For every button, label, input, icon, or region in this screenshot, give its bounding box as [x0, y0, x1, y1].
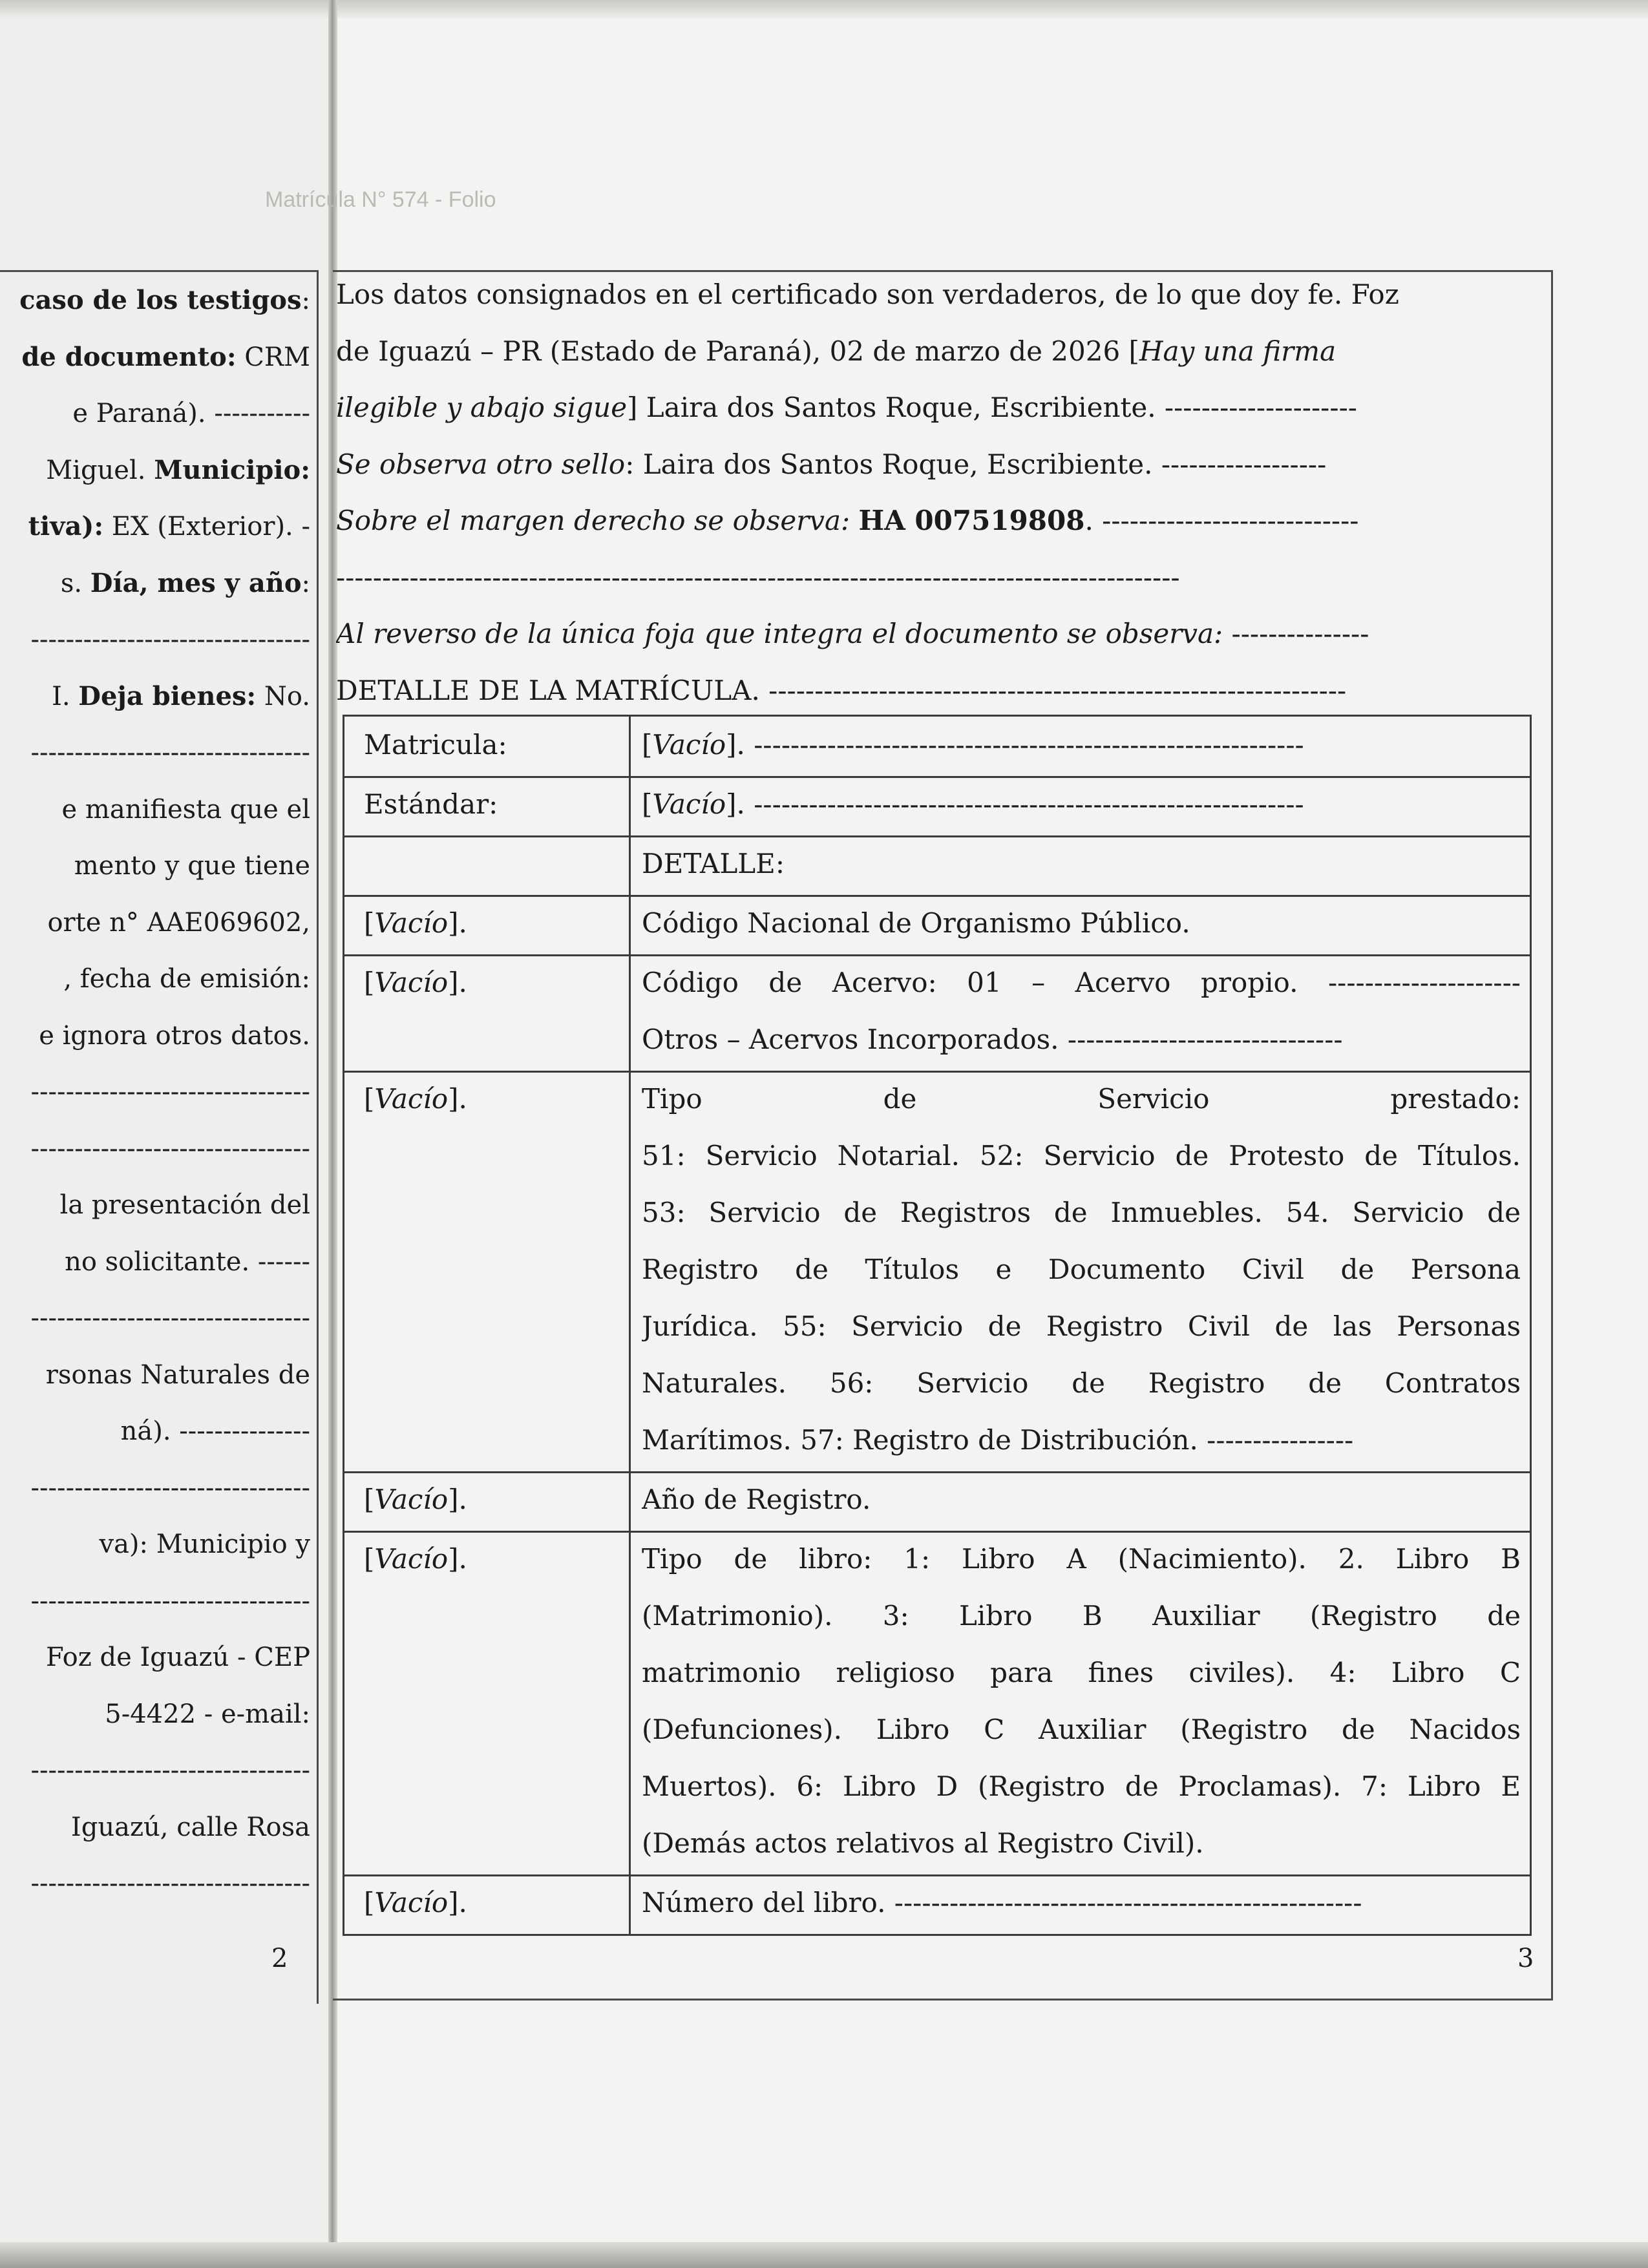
table-row [344, 717, 1530, 778]
table-cell-line: Naturales. 56: Servicio de Registro de Contratos [642, 1367, 1521, 1399]
intro-line: DETALLE DE LA MATRÍCULA. --------------------------------------------------------------- [336, 674, 1347, 706]
left-page-line: e manifiesta que el [61, 794, 310, 824]
left-page-line: I. Deja bienes: No. [52, 680, 310, 711]
table-cell-label: [Vacío]. [364, 967, 467, 998]
table-column-divider [629, 1531, 631, 1874]
table-cell-label: [Vacío]. [364, 907, 467, 939]
table-cell-line: Marítimos. 57: Registro de Distribución. ---------------- [642, 1424, 1354, 1456]
table-row [344, 1531, 1530, 1876]
left-page-line: la presentación del [59, 1190, 310, 1220]
left-page-line: -------------------------------- [30, 1586, 310, 1616]
table-cell-line: (Demás actos relativos al Registro Civil). [642, 1827, 1204, 1859]
left-page-line: Foz de Iguazú - CEP [46, 1643, 310, 1672]
table-cell-value [642, 776, 1521, 833]
table-cell-line: [Vacío]. ------------------------------------------------------------ [642, 788, 1304, 820]
left-page-line: -------------------------------- [30, 625, 310, 655]
table-cell-line: (Defunciones). Libro C Auxiliar (Registro de Nacidos [642, 1714, 1521, 1745]
table-row [344, 835, 1530, 897]
table-cell-line: matrimonio religioso para fines civiles). 4: Libro C [642, 1657, 1521, 1688]
table-column-divider [629, 895, 631, 954]
table-cell-value [642, 1874, 1521, 1931]
intro-line: Sobre el margen derecho se observa: HA 007519808. ---------------------------- [336, 505, 1359, 536]
table-cell-value [642, 1071, 1521, 1469]
left-page-line: va): Municipio y [99, 1529, 310, 1559]
table-cell-line: 53: Servicio de Registros de Inmuebles. 54. Servicio de [642, 1197, 1521, 1228]
table-cell-line: Código de Acervo: 01 – Acervo propio. --------------------- [642, 967, 1521, 998]
left-page-line: s. Día, mes y año: [60, 567, 310, 598]
intro-line: de Iguazú – PR (Estado de Paraná), 02 de marzo de 2026 [Hay una firma [336, 335, 1336, 367]
table-cell-line: [Vacío]. ------------------------------------------------------------ [642, 729, 1304, 761]
left-page-line: -------------------------------- [30, 1303, 310, 1333]
left-page-line: -------------------------------- [30, 738, 310, 768]
table-row [344, 1874, 1530, 1934]
left-page-line: no solicitante. ------ [65, 1246, 310, 1277]
table-cell-line: Muertos). 6: Libro D (Registro de Proclamas). 7: Libro E [642, 1770, 1521, 1802]
intro-line: Se observa otro sello: Laira dos Santos Roque, Escribiente. ------------------ [336, 448, 1327, 480]
table-column-divider [629, 1874, 631, 1934]
scan-top-edge [0, 0, 1648, 18]
table-row [344, 895, 1530, 956]
table-cell-label: Matricula: [364, 729, 507, 761]
table-cell-value [642, 1471, 1521, 1528]
table-cell-label: [Vacío]. [364, 1543, 467, 1575]
left-page-line: Iguazú, calle Rosa [70, 1812, 310, 1842]
table-cell-line: 51: Servicio Notarial. 52: Servicio de Protesto de Títulos. [642, 1140, 1521, 1171]
intro-line: Los datos consignados en el certificado son verdaderos, de lo que doy fe. Foz [336, 278, 1399, 310]
table-cell-line: Año de Registro. [642, 1484, 871, 1515]
matricula-detail-table [343, 715, 1532, 1936]
left-page-line: tiva): EX (Exterior). - [28, 511, 310, 541]
table-column-divider [629, 1471, 631, 1531]
table-cell-label: [Vacío]. [364, 1484, 467, 1515]
table-column-divider [629, 954, 631, 1071]
table-cell-label: [Vacío]. [364, 1083, 467, 1115]
left-page-line: , fecha de emisión: [63, 964, 310, 994]
intro-line: ilegible y abajo sigue] Laira dos Santos Roque, Escribiente. --------------------- [336, 392, 1357, 423]
left-page-line: caso de los testigos: [19, 285, 310, 315]
left-page-line: orte n° AAE069602, [47, 907, 310, 938]
left-page-line: Miguel. Municipio: [46, 454, 310, 485]
left-page-line: -------------------------------- [30, 1473, 310, 1503]
table-cell-line: Tipo de libro: 1: Libro A (Nacimiento). 2. Libro B [642, 1543, 1521, 1575]
scan-bottom-edge [0, 2242, 1648, 2268]
table-cell-value [642, 1531, 1521, 1872]
left-page-line: -------------------------------- [30, 1756, 310, 1785]
left-page-line: de documento: CRM [21, 341, 310, 372]
table-column-divider [629, 835, 631, 895]
table-row [344, 1471, 1530, 1533]
table-cell-label: [Vacío]. [364, 1887, 467, 1918]
left-page-fragment [0, 270, 319, 2004]
table-cell-line: Número del libro. --------------------------------------------------- [642, 1887, 1362, 1918]
table-cell-label: Estándar: [364, 788, 498, 820]
right-page-number: 3 [1517, 1944, 1534, 1973]
table-cell-line: Otros – Acervos Incorporados. ------------------------------ [642, 1024, 1343, 1055]
table-cell-line: Tipo de Servicio prestado: [642, 1083, 1521, 1115]
intro-line: Al reverso de la única foja que integra el documento se observa: --------------- [336, 618, 1369, 649]
left-page-line: mento y que tiene [74, 851, 310, 881]
left-page-line: e Paraná). ----------- [72, 399, 310, 428]
left-page-line: ná). --------------- [120, 1416, 310, 1446]
table-cell-value [642, 717, 1521, 773]
table-row [344, 1071, 1530, 1473]
table-column-divider [629, 776, 631, 835]
intro-line: -------------------------------------------------------------------------------------------- [336, 561, 1180, 593]
table-cell-line: Jurídica. 55: Servicio de Registro Civil de las Personas [642, 1310, 1521, 1342]
table-cell-line: DETALLE: [642, 848, 785, 879]
table-column-divider [629, 717, 631, 776]
left-page-line: -------------------------------- [30, 1869, 310, 1898]
table-row [344, 954, 1530, 1073]
left-page-line: -------------------------------- [30, 1077, 310, 1107]
table-cell-value [642, 954, 1521, 1068]
left-page-line: rsonas Naturales de [45, 1360, 310, 1390]
table-cell-line: (Matrimonio). 3: Libro B Auxiliar (Registro de [642, 1600, 1521, 1632]
left-page-line: 5-4422 - e-mail: [105, 1699, 310, 1729]
faint-page-header: Matrícula N° 574 - Folio [265, 187, 496, 212]
table-cell-line: Código Nacional de Organismo Público. [642, 907, 1190, 939]
table-cell-value [642, 835, 1521, 892]
table-column-divider [629, 1071, 631, 1471]
table-row [344, 776, 1530, 837]
table-cell-line: Registro de Títulos e Documento Civil de Persona [642, 1254, 1521, 1285]
left-page-line: -------------------------------- [30, 1133, 310, 1164]
left-page-number: 2 [271, 1944, 288, 1973]
table-cell-value [642, 895, 1521, 952]
left-page-line: e ignora otros datos. [39, 1020, 310, 1051]
